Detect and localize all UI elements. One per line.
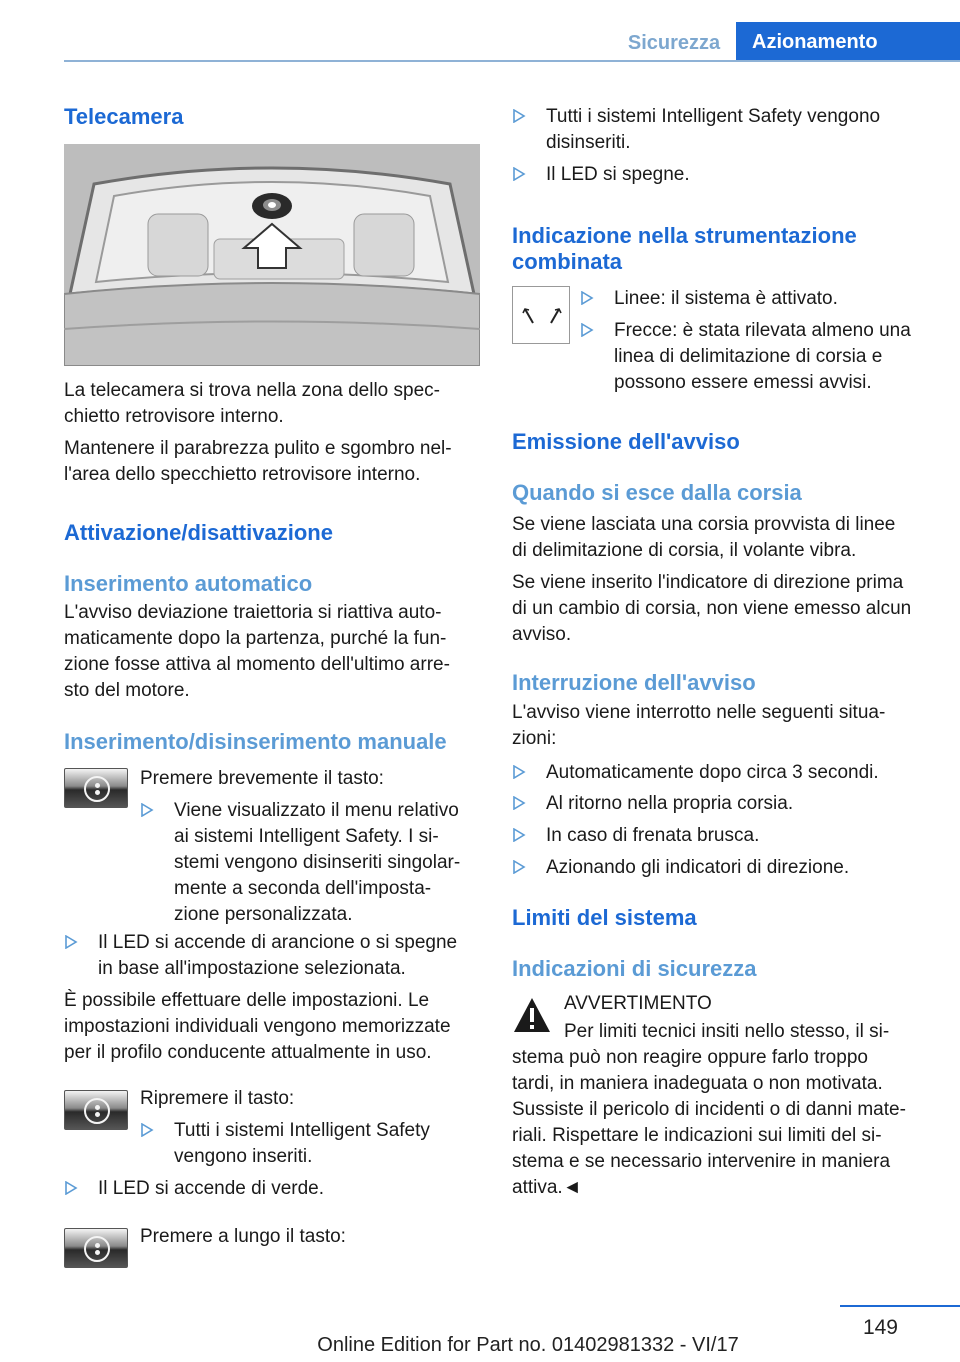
bullet-line: vengono inseriti.: [174, 1146, 313, 1167]
footer-rule: [840, 1305, 960, 1307]
camera-photo: [64, 144, 480, 366]
bullet-triangle-icon: [140, 803, 154, 817]
heading-activation: Attivazione/disattivazione: [64, 520, 333, 545]
interrupt-paragraph: [512, 700, 932, 752]
bullet-triangle-icon: [64, 935, 78, 949]
bullet-line: zione personalizzata.: [174, 904, 353, 925]
press-long-text: Premere a lungo il tasto:: [140, 1226, 346, 1247]
leave-line: Se viene lasciata una corsia provvista di linee: [512, 514, 896, 535]
interrupt-line: zioni:: [512, 728, 557, 749]
bullet-triangle-icon: [512, 167, 526, 181]
intelligent-safety-button-icon: [64, 768, 128, 808]
rear-window-illustration: [64, 144, 480, 366]
bullet-line: linea di delimitazione di corsia e: [614, 346, 883, 367]
bullet-line: Frecce: è stata rilevata almeno una: [614, 320, 911, 341]
bullet-line: Tutti i sistemi Intelligent Safety vengono: [546, 106, 881, 127]
bullet-line: disinseriti.: [546, 132, 631, 153]
settings-line: È possibile effettuare delle impostazioni. Le: [64, 990, 430, 1011]
warning-line: riali. Rispettare le indicazioni sui limiti del si-: [512, 1125, 882, 1146]
bullet-line: ai sistemi Intelligent Safety. I si-: [174, 826, 439, 847]
bullet-line: Tutti i sistemi Intelligent Safety: [174, 1120, 430, 1141]
header-section: Sicurezza: [627, 32, 721, 54]
bullet-line: Linee: il sistema è attivato.: [614, 288, 838, 309]
leave-line: Se viene inserito l'indicatore di direzione prima: [512, 572, 904, 593]
bullet-lines: [580, 286, 930, 312]
bullet-triangle-icon: [140, 1123, 154, 1137]
bullet-led-1: [64, 930, 484, 982]
bullet-triangle-icon: [512, 765, 526, 779]
warning-title: AVVERTIMENTO: [564, 993, 712, 1014]
settings-paragraph: [64, 988, 484, 1066]
bullet-systems-on: [140, 1118, 480, 1170]
header-rule: [64, 60, 960, 62]
camera-text-1b: chietto retrovisore interno.: [64, 406, 284, 427]
interrupt-bullet: [512, 855, 932, 881]
camera-text-2a: Mantenere il parabrezza pulito e sgombro nel-: [64, 438, 452, 459]
camera-text-1a: La telecamera si trova nella zona dello spec-: [64, 380, 440, 401]
bullet-line: Il LED si accende di arancione o si spegne: [98, 932, 458, 953]
interrupt-line: L'avviso viene interrotto nelle seguenti situa-: [512, 702, 886, 723]
bullet-triangle-icon: [512, 796, 526, 810]
warning-line: stema e se necessario intervenire in maniera: [512, 1151, 891, 1172]
heading-auto: Inserimento automatico: [64, 571, 313, 596]
bullet-led-2: [64, 1176, 484, 1202]
bullet-line: Il LED si accende di verde.: [98, 1178, 325, 1199]
heading-line: Indicazione nella strumentazione: [512, 223, 857, 248]
press-short-text: Premere brevemente il tasto:: [140, 768, 384, 789]
interrupt-bullet: [512, 760, 932, 786]
interrupt-bullet: [512, 823, 932, 849]
warning-line: stema può non reagire oppure farlo troppo: [512, 1047, 868, 1068]
intelligent-safety-button-icon: [64, 1228, 128, 1268]
bullet-systems-off: [512, 104, 932, 156]
heading-telecamera: Telecamera: [64, 104, 184, 129]
heading-safety: Indicazioni di sicurezza: [512, 956, 757, 981]
settings-line: per il profilo conducente attualmente in uso.: [64, 1042, 432, 1063]
settings-line: impostazioni individuali vengono memorizzate: [64, 1016, 451, 1037]
leave-line: di un cambio di corsia, non viene emesso alcun: [512, 598, 912, 619]
leave-line: avviso.: [512, 624, 572, 645]
page-number: 149: [862, 1316, 898, 1339]
warning-line: Per limiti tecnici insiti nello stesso, il si-: [564, 1021, 890, 1042]
bullet-line: stemi vengono disinseriti singolar-: [174, 852, 461, 873]
heading-warning: Emissione dell'avviso: [512, 429, 740, 454]
warning-line: tardi, in maniera inadeguata o non motivata.: [512, 1073, 883, 1094]
auto-line: zione fosse attiva al momento dell'ultimo arre-: [64, 654, 450, 675]
lane-departure-indicator-icon: [512, 286, 570, 344]
auto-paragraph: [64, 600, 484, 704]
heading-limits: Limiti del sistema: [512, 905, 697, 930]
intelligent-safety-button-icon: [64, 1090, 128, 1130]
warning-line: attiva.◄: [512, 1177, 582, 1198]
bullet-triangle-icon: [512, 109, 526, 123]
bullet-led-off: [512, 162, 932, 188]
bullet-arrows: [580, 318, 930, 396]
bullet-line: Automaticamente dopo circa 3 secondi.: [546, 762, 879, 783]
bullet-line: mente a seconda dell'imposta-: [174, 878, 432, 899]
bullet-triangle-icon: [580, 323, 594, 337]
heading-display: [512, 223, 932, 275]
bullet-line: Azionando gli indicatori di direzione.: [546, 857, 850, 878]
bullet-triangle-icon: [512, 828, 526, 842]
warning-line: Sussiste il pericolo di incidenti o di danni mate-: [512, 1099, 906, 1120]
leave-paragraphs: [512, 512, 932, 648]
heading-interrupt: Interruzione dell'avviso: [512, 670, 756, 695]
press-again-text: Ripremere il tasto:: [140, 1088, 295, 1109]
bullet-line: Il LED si spegne.: [546, 164, 690, 185]
camera-text-2b: l'area dello specchietto retrovisore interno.: [64, 464, 421, 485]
heading-line: combinata: [512, 249, 623, 274]
bullet-line: In caso di frenata brusca.: [546, 825, 760, 846]
interrupt-bullet: [512, 791, 932, 817]
bullet-triangle-icon: [64, 1181, 78, 1195]
leave-line: di delimitazione di corsia, il volante vibra.: [512, 540, 857, 561]
edition-note: Online Edition for Part no. 01402981332 - VI/17: [317, 1334, 739, 1356]
auto-line: maticamente dopo la partenza, purché la fun-: [64, 628, 447, 649]
bullet-line: possono essere emessi avvisi.: [614, 372, 872, 393]
auto-line: sto del motore.: [64, 680, 190, 701]
heading-manual: Inserimento/disinserimento manuale: [64, 729, 447, 754]
heading-leave-lane: Quando si esce dalla corsia: [512, 480, 802, 505]
bullet-line: in base all'impostazione selezionata.: [98, 958, 406, 979]
header-chapter: Azionamento: [736, 22, 960, 62]
bullet-triangle-icon: [580, 291, 594, 305]
bullet-line: Viene visualizzato il menu relativo: [174, 800, 459, 821]
bullet-menu: [140, 798, 480, 928]
warning-body: [512, 1019, 932, 1201]
auto-line: L'avviso deviazione traiettoria si riattiva auto-: [64, 602, 442, 623]
bullet-triangle-icon: [512, 860, 526, 874]
bullet-line: Al ritorno nella propria corsia.: [546, 793, 794, 814]
